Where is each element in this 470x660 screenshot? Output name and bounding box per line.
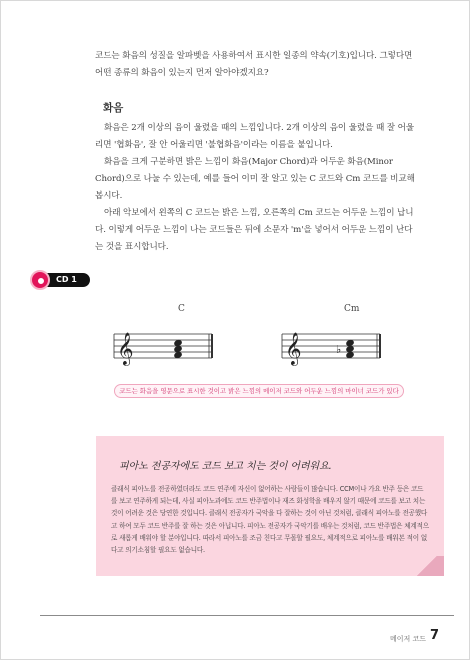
svg-text:𝄞: 𝄞 [285,332,302,365]
chord-name-c: C [178,304,185,314]
flat-sign-icon [336,343,341,356]
chord-notes-cm [345,339,355,359]
section-paragraph: 화음은 2개 이상의 음이 울렸을 때의 느낌입니다. 2개 이상의 음이 울렸을 때 잘 어울리면 '협화음', 잘 안 어울리면 '불협화음'이라는 이름을 붙입니다. [95,123,415,150]
staff-c-minor [280,320,382,370]
chord-caption: 코드는 화음을 영문으로 표시한 것이고 밝은 느낌의 메이저 코드와 어두운 느낌의 마이너 코드가 있다 [114,384,404,398]
tip-body: 클래식 피아노를 전공하였더라도 코드 연주에 자신이 없어하는 사람들이 많습니다. CCM이나 가요 반주 등은 코드를 보고 연주하게 되는데, 사실 피아노과에도 코드 반주법이나 재즈 화성학을 배우지 않기 때문에 코드를 보고 치는 것이 어려운 것은 당연한 것입니다. 클래식 전공자가 국악을 다 잘하는 것이 아닌 것처럼, 클래식 피아노를 전공했다고 하여 모두 코드 반주를 잘 하는 것은 아닙니다. 피아노 전공자가 국악기를 배우는 것처럼, 코드 반주법은 체계적으로 새롭게 배워야 할 분야입니다. 따라서 피아노를 조금 친다고 무몰할 필요도, 체계적으로 피아노를 배워본 적이 없다고 의기소침할 필요도 없습니다. [111,485,429,555]
treble-clef-icon [117,332,134,366]
staff-c-major [112,320,214,370]
section-body [95,120,417,256]
section-paragraph: 화음을 크게 구분하면 밝은 느낌이 화음(Major Chord)과 어두운 화음(Minor Chord)으로 나눌 수 있는데, 예를 들어 이미 잘 알고 있는 C 코드와 Cm 코드를 비교해봅시다. [95,157,415,201]
chord-name-cm: Cm [344,304,360,314]
svg-text:♭: ♭ [336,343,342,356]
cd-track-badge [30,270,96,290]
cd-disc-icon [30,270,50,290]
tip-heading: 피아노 전공자에도 코드 보고 치는 것이 어려워요. [119,461,332,472]
svg-text:𝄞: 𝄞 [117,332,134,365]
page-fold-corner [410,556,444,576]
cd-label: CD 1 [46,273,90,287]
footer-chapter-label: 메이저 코드 [390,635,427,643]
footer-rule [40,615,454,616]
intro-paragraph: 코드는 화음의 성질을 알파벳을 사용하여서 표시한 일종의 약속(기호)입니다. 그렇다면 어떤 종류의 화음이 있는지 먼저 알아야겠지요? [95,51,413,78]
section-title: 화음 [103,102,124,114]
page-number: 7 [430,628,440,643]
chord-notes-c [173,339,183,359]
section-paragraph: 아래 악보에서 왼쪽의 C 코드는 밝은 느낌, 오른쪽의 Cm 코드는 어두운 느낌이 납니다. 이렇게 어두운 느낌이 나는 코드들은 뒤에 소문자 'm'을 넣어서 어두운 느낌이 난다는 것을 표시합니다. [95,208,414,252]
treble-clef-icon [285,332,302,366]
